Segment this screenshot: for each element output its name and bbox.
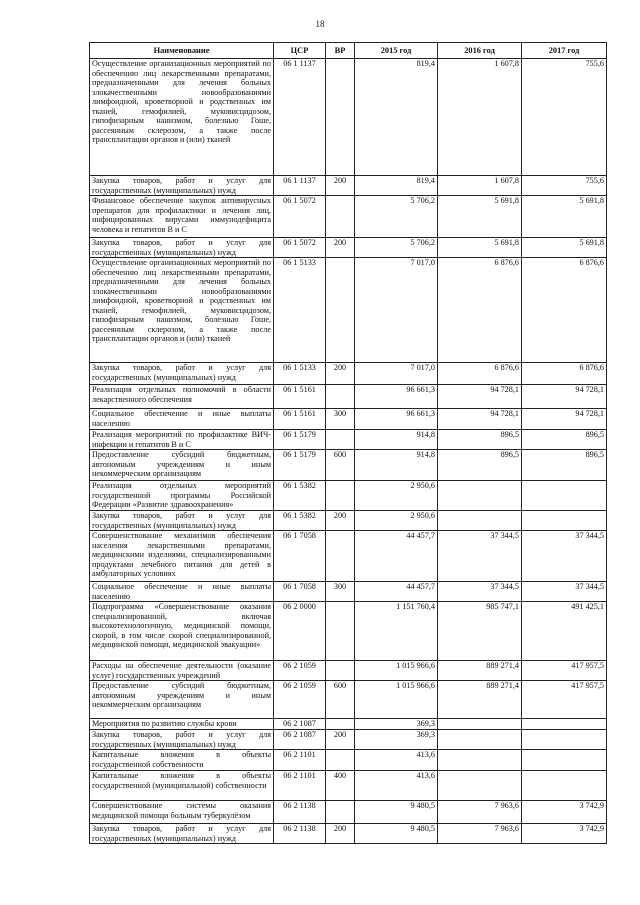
row-vr xyxy=(326,430,355,450)
row-vr xyxy=(326,602,355,661)
table-row xyxy=(90,196,607,238)
row-value-2017: 5 691,8 xyxy=(522,238,607,258)
row-value-2016 xyxy=(438,730,522,750)
row-value-2016: 1 607,8 xyxy=(438,176,522,196)
row-vr: 300 xyxy=(326,409,355,430)
row-name: Закупка товаров, работ и услуг для государственных (муниципальных) нужд xyxy=(90,176,274,196)
row-value-2016 xyxy=(438,719,522,730)
budget-table xyxy=(89,42,607,844)
row-csr: 06 2 1059 xyxy=(274,661,326,681)
header-2015: 2015 год xyxy=(355,43,438,59)
row-name: Совершенствование системы оказания медицинской помощи больным туберкулёзом xyxy=(90,801,274,824)
row-value-2015: 2 950,6 xyxy=(355,481,438,511)
table-row xyxy=(90,582,607,602)
row-value-2016: 5 691,8 xyxy=(438,238,522,258)
row-vr xyxy=(326,750,355,771)
table-row xyxy=(90,59,607,176)
row-value-2016: 7 963,6 xyxy=(438,824,522,844)
row-value-2016: 94 728,1 xyxy=(438,409,522,430)
table-body xyxy=(90,59,607,844)
row-value-2017 xyxy=(522,719,607,730)
row-value-2017: 37 344,5 xyxy=(522,582,607,602)
row-csr: 06 1 5161 xyxy=(274,409,326,430)
row-name: Мероприятия по развитию службы крови xyxy=(90,719,274,730)
table-row xyxy=(90,681,607,719)
row-name: Социальное обеспечение и иные выплаты населению xyxy=(90,409,274,430)
row-vr xyxy=(326,531,355,582)
row-name: Реализация мероприятий по профилактике ВИЧ-инфекции и гепатитов В и С xyxy=(90,430,274,450)
row-value-2015: 819,4 xyxy=(355,176,438,196)
row-vr: 400 xyxy=(326,771,355,801)
table-row xyxy=(90,824,607,844)
row-value-2016 xyxy=(438,750,522,771)
row-vr xyxy=(326,481,355,511)
row-value-2017 xyxy=(522,730,607,750)
row-name: Реализация отдельных полномочий в области лекарственного обеспечения xyxy=(90,385,274,409)
row-csr: 06 1 5072 xyxy=(274,238,326,258)
row-vr xyxy=(326,801,355,824)
row-csr: 06 1 5133 xyxy=(274,363,326,385)
row-vr: 200 xyxy=(326,176,355,196)
row-value-2017: 896,5 xyxy=(522,430,607,450)
row-value-2015: 413,6 xyxy=(355,750,438,771)
row-name: Закупка товаров, работ и услуг для государственных (муниципальных) нужд xyxy=(90,238,274,258)
table-row xyxy=(90,409,607,430)
row-name: Социальное обеспечение и иные выплаты населению xyxy=(90,582,274,602)
row-name: Осуществление организационных мероприятий по обеспечению лиц лекарственными препаратами, предназначенными для лечения больных злокачественными новообразованиями лимфоидной, кроветворной и родственных им тканей, гемофилией, муковисцидозом, гипофизарным нанизмом, болезнью Гоше, рассеянным склерозом, а также после трансплантации органов и (или) тканей xyxy=(90,59,274,176)
row-value-2016 xyxy=(438,511,522,531)
row-csr: 06 1 7058 xyxy=(274,582,326,602)
row-value-2015: 914,8 xyxy=(355,430,438,450)
table-row xyxy=(90,238,607,258)
row-value-2015: 1 151 760,4 xyxy=(355,602,438,661)
table-row xyxy=(90,661,607,681)
row-value-2016: 6 876,6 xyxy=(438,363,522,385)
row-value-2015: 44 457,7 xyxy=(355,531,438,582)
row-csr: 06 1 5072 xyxy=(274,196,326,238)
row-value-2016: 7 963,6 xyxy=(438,801,522,824)
row-vr: 200 xyxy=(326,238,355,258)
table-row xyxy=(90,719,607,730)
row-csr: 06 2 1101 xyxy=(274,771,326,801)
row-value-2016: 896,5 xyxy=(438,450,522,481)
row-csr: 06 1 7058 xyxy=(274,531,326,582)
row-csr: 06 1 5382 xyxy=(274,481,326,511)
row-vr: 200 xyxy=(326,824,355,844)
table-row xyxy=(90,511,607,531)
row-csr: 06 1 5382 xyxy=(274,511,326,531)
row-value-2017: 417 957,5 xyxy=(522,681,607,719)
row-value-2016: 889 271,4 xyxy=(438,661,522,681)
row-value-2017: 94 728,1 xyxy=(522,409,607,430)
row-name: Капитальные вложения в объекты государственной собственности xyxy=(90,750,274,771)
row-value-2015: 914,8 xyxy=(355,450,438,481)
page-number: 18 xyxy=(315,19,325,29)
row-value-2016: 6 876,6 xyxy=(438,258,522,363)
table-row xyxy=(90,450,607,481)
row-value-2015: 2 950,6 xyxy=(355,511,438,531)
header-csr: ЦСР xyxy=(274,43,326,59)
row-value-2017: 37 344,5 xyxy=(522,531,607,582)
row-csr: 06 2 1087 xyxy=(274,719,326,730)
row-csr: 06 1 5133 xyxy=(274,258,326,363)
row-value-2015: 1 015 966,6 xyxy=(355,661,438,681)
row-name: Закупка товаров, работ и услуг для государственных (муниципальных) нужд xyxy=(90,824,274,844)
row-value-2017: 6 876,6 xyxy=(522,363,607,385)
row-value-2015: 7 017,0 xyxy=(355,363,438,385)
row-value-2017: 755,6 xyxy=(522,176,607,196)
row-vr: 600 xyxy=(326,450,355,481)
row-name: Капитальные вложения в объекты государственной (муниципальной) собственности xyxy=(90,771,274,801)
row-value-2016: 37 344,5 xyxy=(438,531,522,582)
table-header-row xyxy=(90,43,607,59)
header-2017: 2017 год xyxy=(522,43,607,59)
row-vr xyxy=(326,719,355,730)
row-value-2016 xyxy=(438,771,522,801)
row-value-2015: 96 661,3 xyxy=(355,409,438,430)
row-value-2015: 819,4 xyxy=(355,59,438,176)
table-row xyxy=(90,363,607,385)
row-value-2017 xyxy=(522,511,607,531)
table-row xyxy=(90,385,607,409)
row-value-2017: 94 728,1 xyxy=(522,385,607,409)
row-csr: 06 1 5179 xyxy=(274,450,326,481)
row-value-2017: 3 742,9 xyxy=(522,801,607,824)
row-value-2017: 417 957,5 xyxy=(522,661,607,681)
row-value-2016: 896,5 xyxy=(438,430,522,450)
table-row xyxy=(90,176,607,196)
row-vr xyxy=(326,661,355,681)
row-value-2015: 5 706,2 xyxy=(355,238,438,258)
row-name: Расходы на обеспечение деятельности (оказание услуг) государственных учреждений xyxy=(90,661,274,681)
header-name: Наименование xyxy=(90,43,274,59)
table-row xyxy=(90,430,607,450)
row-value-2016 xyxy=(438,481,522,511)
row-name: Предоставление субсидий бюджетным, автономным учреждениям и иным некоммерческим организациям xyxy=(90,450,274,481)
row-csr: 06 2 1138 xyxy=(274,801,326,824)
row-value-2015: 413,6 xyxy=(355,771,438,801)
row-value-2015: 9 480,5 xyxy=(355,801,438,824)
row-value-2015: 369,3 xyxy=(355,719,438,730)
row-value-2017 xyxy=(522,750,607,771)
row-value-2016: 5 691,8 xyxy=(438,196,522,238)
row-vr: 200 xyxy=(326,363,355,385)
table-row xyxy=(90,602,607,661)
row-vr: 200 xyxy=(326,511,355,531)
row-csr: 06 1 5179 xyxy=(274,430,326,450)
row-vr: 300 xyxy=(326,582,355,602)
row-vr xyxy=(326,59,355,176)
row-value-2017: 896,5 xyxy=(522,450,607,481)
row-value-2015: 44 457,7 xyxy=(355,582,438,602)
row-name: Закупка товаров, работ и услуг для государственных (муниципальных) нужд xyxy=(90,511,274,531)
row-csr: 06 1 1137 xyxy=(274,59,326,176)
row-value-2017: 6 876,6 xyxy=(522,258,607,363)
row-value-2016: 985 747,1 xyxy=(438,602,522,661)
row-name: Совершенствование механизмов обеспечения населения лекарственными препаратами, медицинскими изделиями, специализированными продуктами лечебного питания для детей в амбулаторных условиях xyxy=(90,531,274,582)
row-csr: 06 2 1101 xyxy=(274,750,326,771)
row-value-2017 xyxy=(522,481,607,511)
row-csr: 06 2 1059 xyxy=(274,681,326,719)
row-vr xyxy=(326,385,355,409)
table-row xyxy=(90,258,607,363)
row-csr: 06 1 5161 xyxy=(274,385,326,409)
row-value-2017: 3 742,9 xyxy=(522,824,607,844)
row-vr xyxy=(326,196,355,238)
row-name: Предоставление субсидий бюджетным, автономным учреждениям и иным некоммерческим организациям xyxy=(90,681,274,719)
table-row xyxy=(90,771,607,801)
table-row xyxy=(90,801,607,824)
row-csr: 06 2 0000 xyxy=(274,602,326,661)
row-value-2016: 94 728,1 xyxy=(438,385,522,409)
row-vr: 200 xyxy=(326,730,355,750)
row-value-2015: 1 015 966,6 xyxy=(355,681,438,719)
row-value-2017: 5 691,8 xyxy=(522,196,607,238)
row-csr: 06 2 1087 xyxy=(274,730,326,750)
table-row xyxy=(90,750,607,771)
table-row xyxy=(90,481,607,511)
row-value-2017: 755,6 xyxy=(522,59,607,176)
row-csr: 06 2 1138 xyxy=(274,824,326,844)
table-row xyxy=(90,730,607,750)
row-vr: 600 xyxy=(326,681,355,719)
row-value-2016: 1 607,8 xyxy=(438,59,522,176)
row-name: Осуществление организационных мероприятий по обеспечению лиц лекарственными препаратами, предназначенными для лечения больных злокачественными новообразованиями лимфоидной, кроветворной и родственных им тканей, гемофилией, муковисцидозом, гипофизарным нанизмом, болезнью Гоше, рассеянным склерозом, а также после трансплантации органов и (или) тканей xyxy=(90,258,274,363)
row-value-2016: 37 344,5 xyxy=(438,582,522,602)
row-name: Подпрограмма «Совершенствование оказания специализированной, включая высокотехнологичную, медицинской помощи, скорой, в том числе скорой специализированной, медицинской помощи, медицинской эвакуации» xyxy=(90,602,274,661)
row-name: Финансовое обеспечение закупок антивирусных препаратов для профилактики и лечения лиц, инфицированных вирусами иммунодефицита человека и гепатитов В и С xyxy=(90,196,274,238)
row-value-2015: 369,3 xyxy=(355,730,438,750)
row-value-2015: 7 017,0 xyxy=(355,258,438,363)
row-name: Закупка товаров, работ и услуг для государственных (муниципальных) нужд xyxy=(90,730,274,750)
row-value-2017: 491 425,1 xyxy=(522,602,607,661)
row-csr: 06 1 1137 xyxy=(274,176,326,196)
row-value-2015: 5 706,2 xyxy=(355,196,438,238)
row-name: Закупка товаров, работ и услуг для государственных (муниципальных) нужд xyxy=(90,363,274,385)
row-value-2016: 889 271,4 xyxy=(438,681,522,719)
row-vr xyxy=(326,258,355,363)
row-value-2017 xyxy=(522,771,607,801)
header-2016: 2016 год xyxy=(438,43,522,59)
row-value-2015: 96 661,3 xyxy=(355,385,438,409)
row-name: Реализация отдельных мероприятий государственной программы Российской Федерации «Развитие здравоохранения» xyxy=(90,481,274,511)
row-value-2015: 9 480,5 xyxy=(355,824,438,844)
table-row xyxy=(90,531,607,582)
header-vr: ВР xyxy=(326,43,355,59)
